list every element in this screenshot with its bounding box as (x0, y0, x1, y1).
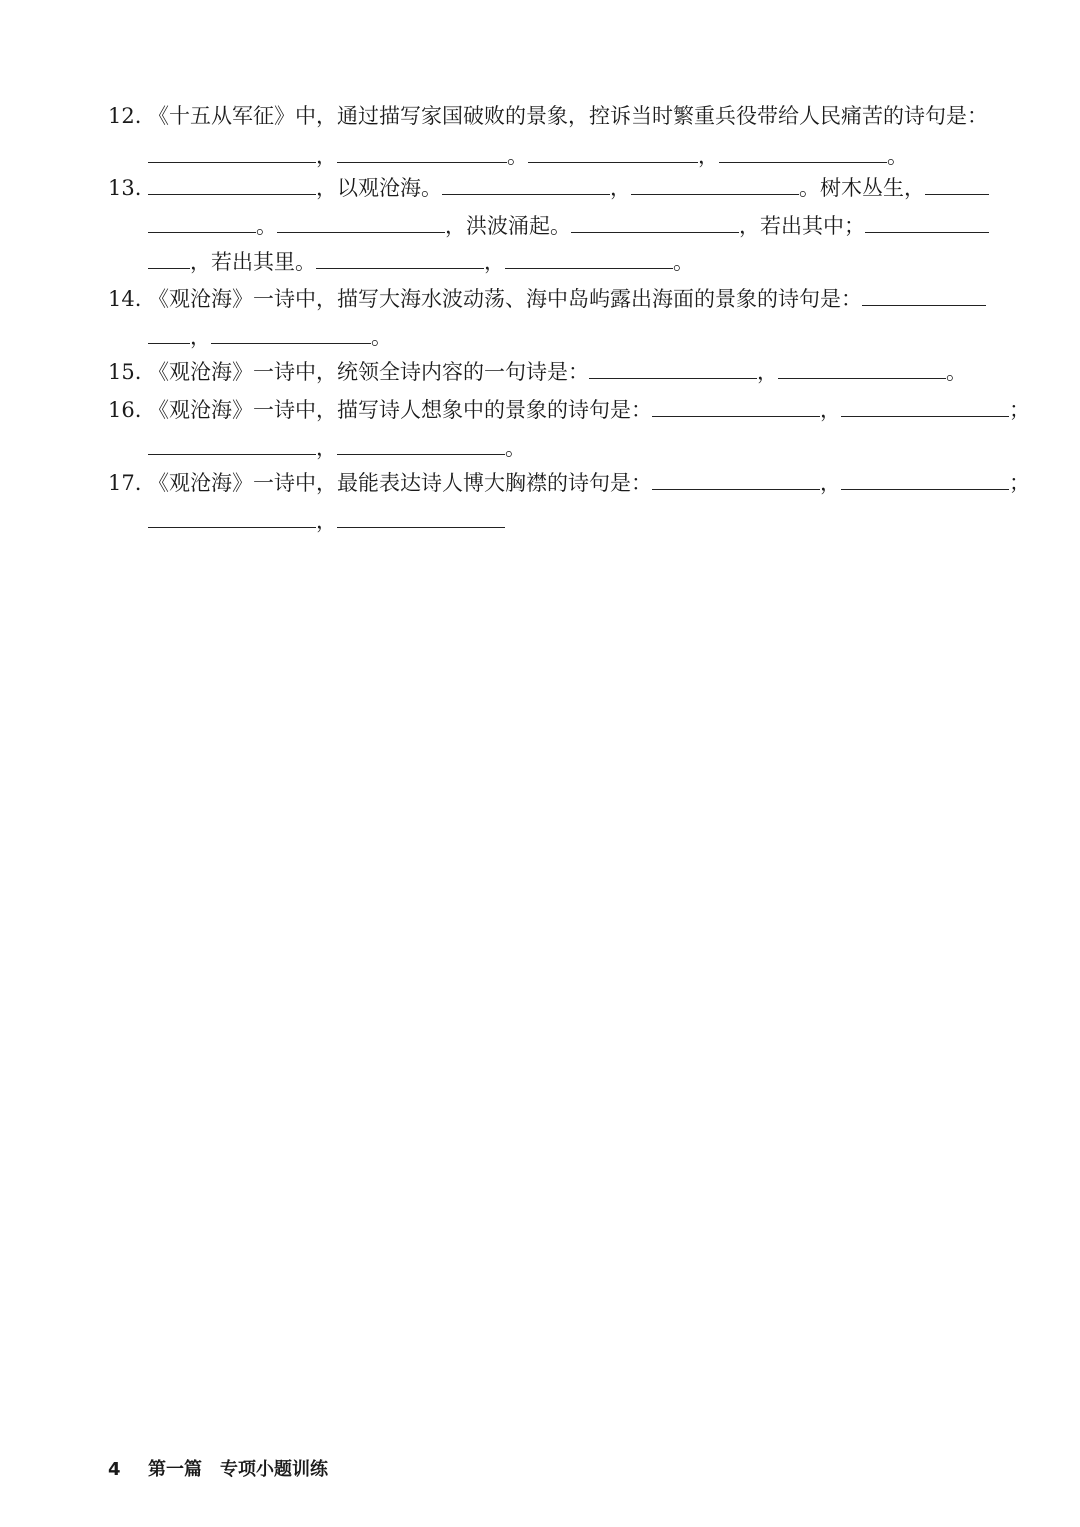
punctuation: ， (190, 325, 211, 349)
punctuation: ， (820, 398, 841, 422)
answer-blank[interactable] (148, 172, 316, 195)
answer-blank[interactable] (719, 140, 887, 163)
question-number: 16. (108, 398, 142, 422)
poem-text: ，若出其里。 (190, 250, 316, 274)
question-text: 《观沧海》一诗中，描写诗人想象中的景象的诗句是： (148, 398, 652, 422)
punctuation: ， (757, 360, 778, 384)
poem-text: ，若出其中； (739, 214, 865, 238)
punctuation: 。 (371, 325, 392, 349)
punctuation: ， (316, 509, 337, 533)
punctuation: 。 (507, 144, 528, 168)
answer-blank[interactable] (211, 321, 371, 344)
answer-blank[interactable] (148, 505, 316, 528)
poem-text: ，洪波涌起。 (445, 214, 571, 238)
question-text: 《观沧海》一诗中，最能表达诗人博大胸襟的诗句是： (148, 471, 652, 495)
punctuation: 。 (673, 250, 694, 274)
poem-text: ，以观沧海。 (316, 176, 442, 200)
question-number: 14. (108, 287, 142, 311)
answer-blank[interactable] (589, 356, 757, 379)
punctuation: ； (1009, 398, 1030, 422)
page-number: 4 (108, 1459, 121, 1480)
question-text: 《观沧海》一诗中，描写大海水波动荡、海中岛屿露出海面的景象的诗句是： (148, 287, 862, 311)
punctuation: 。 (505, 436, 526, 460)
punctuation: ， (820, 471, 841, 495)
punctuation: 。 (946, 360, 967, 384)
answer-blank[interactable] (337, 505, 505, 528)
answer-blank[interactable] (148, 246, 190, 269)
answer-blank[interactable] (148, 210, 256, 233)
punctuation: 。 (256, 214, 277, 238)
question-number: 15. (108, 360, 142, 384)
answer-blank[interactable] (841, 394, 1009, 417)
punctuation: ， (484, 250, 505, 274)
punctuation: ， (610, 176, 631, 200)
answer-blank[interactable] (841, 467, 1009, 490)
answer-blank[interactable] (505, 246, 673, 269)
punctuation: 。 (887, 144, 908, 168)
question-text: 《十五从军征》中，通过描写家国破败的景象，控诉当时繁重兵役带给人民痛苦的诗句是： (148, 104, 988, 128)
answer-blank[interactable] (148, 140, 316, 163)
answer-blank[interactable] (337, 140, 507, 163)
question-number: 12. (108, 104, 142, 128)
answer-blank[interactable] (277, 210, 445, 233)
punctuation: ， (316, 436, 337, 460)
poem-text: 。树木丛生， (799, 176, 925, 200)
answer-blank[interactable] (865, 210, 989, 233)
answer-blank[interactable] (571, 210, 739, 233)
answer-blank[interactable] (528, 140, 698, 163)
question-number: 17. (108, 471, 142, 495)
answer-blank[interactable] (652, 467, 820, 490)
page-footer (108, 1455, 328, 1481)
answer-blank[interactable] (631, 172, 799, 195)
section-title: 第一篇 专项小题训练 (148, 1459, 328, 1480)
answer-blank[interactable] (925, 172, 989, 195)
answer-blank[interactable] (442, 172, 610, 195)
answer-blank[interactable] (652, 394, 820, 417)
answer-blank[interactable] (148, 321, 190, 344)
question-text: 《观沧海》一诗中，统领全诗内容的一句诗是： (148, 360, 589, 384)
question-number: 13. (108, 176, 142, 200)
answer-blank[interactable] (337, 432, 505, 455)
answer-blank[interactable] (148, 432, 316, 455)
answer-blank[interactable] (778, 356, 946, 379)
punctuation: ； (1009, 471, 1030, 495)
answer-blank[interactable] (862, 283, 986, 306)
answer-blank[interactable] (316, 246, 484, 269)
punctuation: ， (698, 144, 719, 168)
punctuation: ， (316, 144, 337, 168)
